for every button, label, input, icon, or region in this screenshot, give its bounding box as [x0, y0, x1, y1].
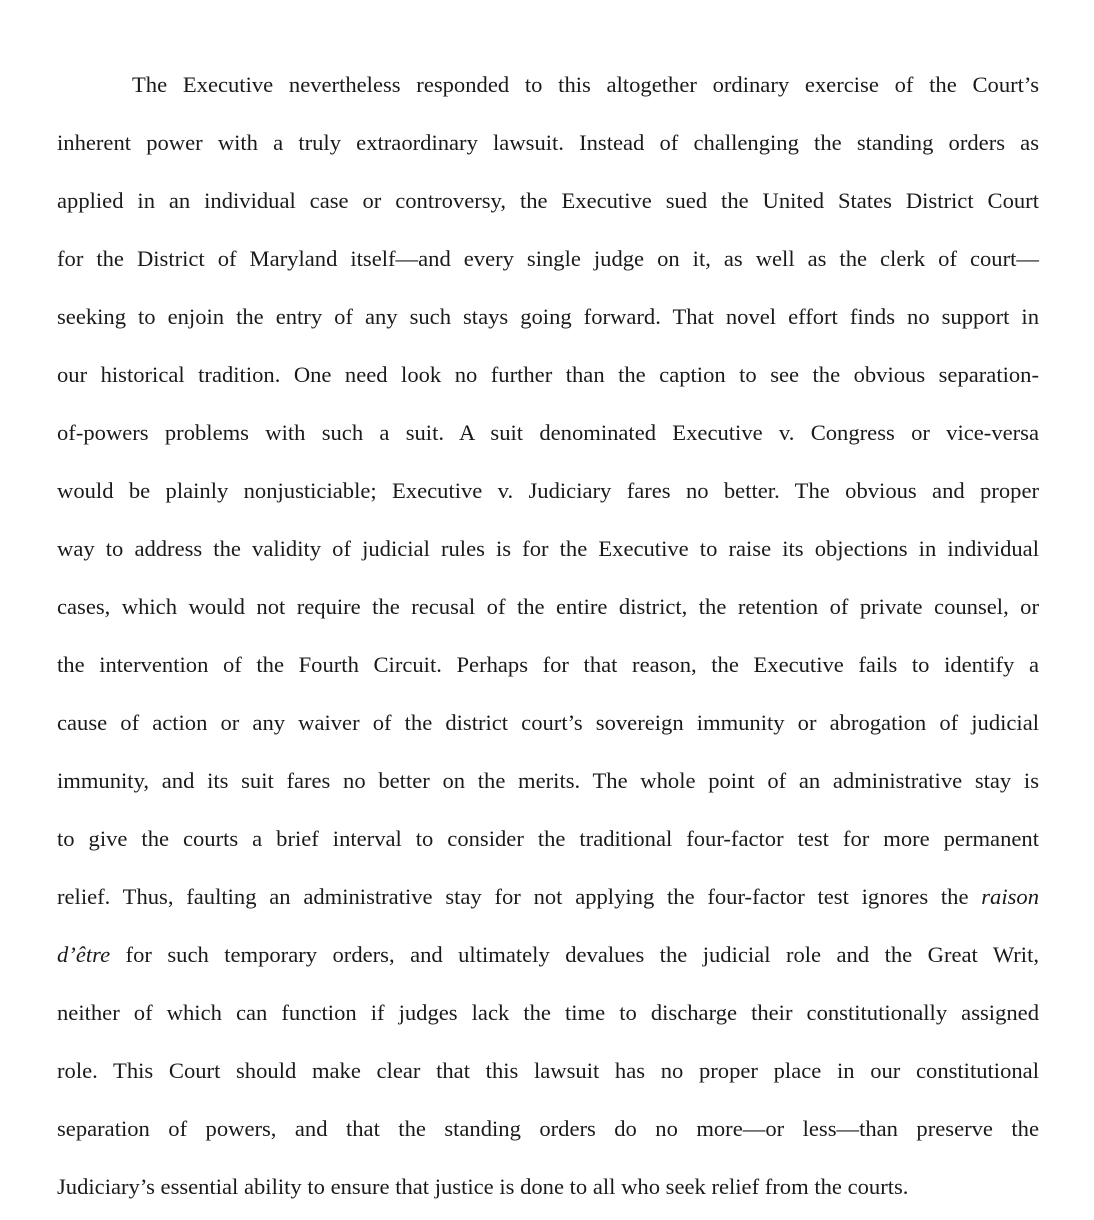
paragraph-line: neither of which can function if judges lack the time to discharge their constitutionally assigned: [57, 1000, 1039, 1025]
line-text: relief. Thus, faulting an administrative stay for not applying the four-factor test ignores the: [57, 884, 982, 909]
body-paragraph: [57, 60, 1039, 1220]
paragraph-line: separation of powers, and that the standing orders do no more—or less—than preserve the: [57, 1116, 1039, 1141]
paragraph-line: applied in an individual case or controversy, the Executive sued the United States District Court: [57, 188, 1039, 213]
paragraph-line: would be plainly nonjusticiable; Executive v. Judiciary fares no better. The obvious and proper: [57, 478, 1039, 503]
paragraph-line: [57, 930, 1039, 988]
paragraph-line: for the District of Maryland itself—and every single judge on it, as well as the clerk of court—: [57, 246, 1039, 271]
paragraph-line: inherent power with a truly extraordinary lawsuit. Instead of challenging the standing orders as: [57, 130, 1039, 155]
paragraph-line: [57, 872, 1039, 930]
paragraph-line: role. This Court should make clear that this lawsuit has no proper place in our constitutional: [57, 1058, 1039, 1083]
paragraph-line: Judiciary’s essential ability to ensure that justice is done to all who seek relief from the courts.: [57, 1174, 909, 1199]
italic-text: d’être: [57, 942, 111, 967]
line-text: for such temporary orders, and ultimately devalues the judicial role and the Great Writ,: [110, 942, 1039, 967]
paragraph-line: seeking to enjoin the entry of any such stays going forward. That novel effort finds no support in: [57, 304, 1039, 329]
paragraph-line: way to address the validity of judicial rules is for the Executive to raise its objections in individual: [57, 536, 1039, 561]
paragraph-line: of-powers problems with such a suit. A suit denominated Executive v. Congress or vice-versa: [57, 420, 1039, 445]
paragraph-line: The Executive nevertheless responded to this altogether ordinary exercise of the Court’s: [132, 72, 1039, 97]
paragraph-line: immunity, and its suit fares no better on the merits. The whole point of an administrative stay is: [57, 768, 1039, 793]
paragraph-line: the intervention of the Fourth Circuit. Perhaps for that reason, the Executive fails to identify a: [57, 652, 1039, 677]
paragraph-line: our historical tradition. One need look no further than the caption to see the obvious separation-: [57, 362, 1039, 387]
paragraph-line: cases, which would not require the recusal of the entire district, the retention of private counsel, or: [57, 594, 1039, 619]
italic-text: raison: [981, 884, 1039, 909]
paragraph-line: to give the courts a brief interval to consider the traditional four-factor test for more permanent: [57, 826, 1039, 851]
paragraph-line: cause of action or any waiver of the district court’s sovereign immunity or abrogation of judicial: [57, 710, 1039, 735]
